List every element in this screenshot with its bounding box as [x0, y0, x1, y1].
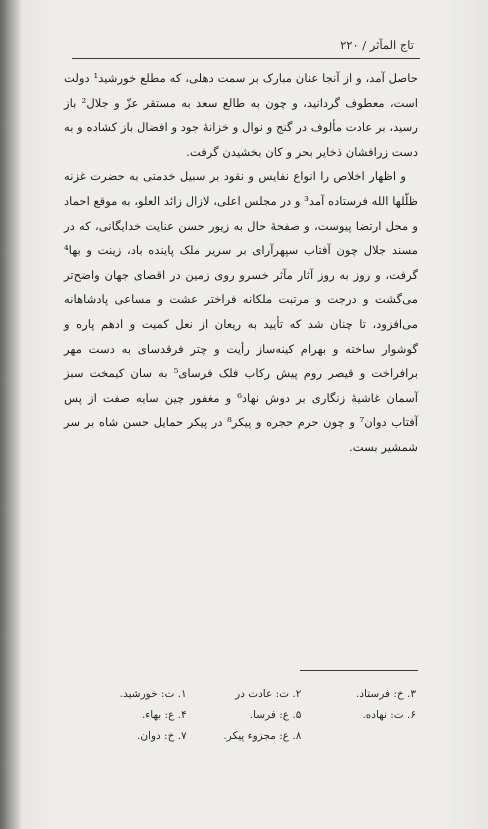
paragraph-1: حاصل آمد، و از آنجا عنان مبارک بر سمت دهلی، که مطلع خورشید¹ دولت است، معطوف گردانید، و چون به طالع سعد به مستقر عزّ و جلال² باز رسید، بر عادت مألوف در گنج و نوال و خزانهٔ جود و افضال باز کشاده و به دست زرافشان ذخایر بحر و کان بخشیدن گرفت.: [64, 71, 418, 159]
footnote: ۳. خ: فرستاد.: [356, 688, 416, 700]
footnote: ۴. ع: بهاء.: [141, 709, 187, 721]
footnote: ۵. ع: فرسا.: [249, 709, 302, 721]
footnotes: [72, 686, 416, 745]
footnote-rule: [300, 670, 418, 671]
running-header: تاج المآثر / ۲۲۰: [340, 38, 414, 52]
footnote: ۸. ع: مجزوء پیکر.: [223, 730, 302, 742]
footnote: ۱. ت: خورشید.: [119, 688, 187, 700]
footnote: ۲. ت: عادت در: [235, 688, 302, 700]
binding-shadow: [0, 0, 22, 829]
main-text: [64, 66, 418, 460]
footnote: [301, 728, 416, 745]
header-rule: [72, 58, 420, 59]
footnote: ۶. ت: نهاده.: [362, 709, 416, 721]
paragraph-2: و اظهار اخلاص را انواع نفایس و نقود بر سبیل خدمتی به حضرت غزنه ظلّلها الله فرستاده آمد³ و در مجلس اعلی، لازال زائد العلو، به موقع احماد و محل ارتضا پیوست، و صفحهٔ حال به زیور حسن عنایت خدایگانی، که در مسند جلال چون آفتاب سپهرآرای بر سریر ملک پاینده باد، زینت و بها⁴ گرفت، و روز به روز آثار مآثر خسرو روی زمین در اقصای جهان واضح‌تر می‌گشت و درجت و مرتبت ملکانه فراختر عشت و مساعی پادشاهانه می‌افزود، تا چنان شد که تأیید به ریعان از نعل کمیت و ادهم پاره و گوشوار ساخته و بهرام کینه‌ساز رأیت و چتر فرقدسای به دست مهر برافراخت و قیصر روم پیش رکاب فلک فرسای⁵ به سان کیمخت سبز آسمان غاشیهٔ زنگاری بر دوش نهاد⁶ و مغفور چین سایه صفت از پس آفتاب دوان⁷ و چون حرم حجره و پیکر⁸ در پیکر حمایل حسن شاه بر سر شمشیر بست.: [64, 169, 418, 454]
footnote: ۷. خ: دوان.: [136, 730, 187, 742]
